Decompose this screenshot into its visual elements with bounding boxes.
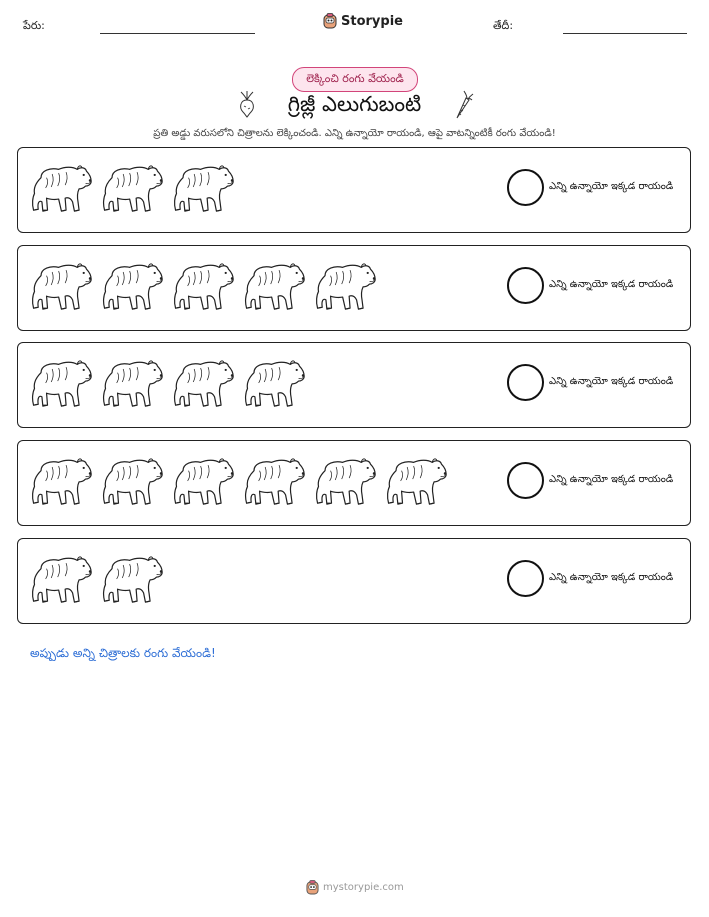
grizzly-bear-icon[interactable] [99,353,164,411]
instructions: ప్రతి అడ్డు వరుసలోని చిత్రాలను లెక్కించండి. ఎన్ని ఉన్నాయో రాయండి, ఆపై వాటన్నింటికీ రంగు వేయండి! [153,128,556,139]
grizzly-bear-icon[interactable] [170,353,235,411]
count-row [17,245,691,331]
grizzly-bear-icon[interactable] [241,353,306,411]
brand-logo [323,13,403,29]
answer-label: ఎన్ని ఉన్నాయో ఇక్కడ రాయండి [549,279,674,290]
grizzly-bear-icon[interactable] [28,451,93,509]
brand-name: Storypie [341,13,403,29]
carrot-icon [452,90,474,120]
bear-group [28,353,306,411]
grizzly-bear-icon[interactable] [28,353,93,411]
worksheet-badge: లెక్కించి రంగు వేయండి [292,67,418,92]
answer-circle[interactable] [507,560,544,597]
grizzly-bear-icon[interactable] [241,256,306,314]
answer-circle[interactable] [507,364,544,401]
storypie-mascot-icon [306,880,319,895]
storypie-mascot-icon [323,13,337,29]
bear-group [28,451,448,509]
count-row [17,440,691,526]
grizzly-bear-icon[interactable] [99,451,164,509]
name-line [100,33,255,34]
site-footer [306,880,404,895]
answer-label: ఎన్ని ఉన్నాయో ఇక్కడ రాయండి [549,181,674,192]
answer-circle[interactable] [507,169,544,206]
page-title: గ్రిజ్లీ ఎలుగుబంటి [287,92,422,116]
name-label: పేరు: [23,19,45,32]
bear-group [28,549,164,607]
grizzly-bear-icon[interactable] [312,451,377,509]
grizzly-bear-icon[interactable] [241,451,306,509]
date-line [563,33,687,34]
count-row [17,342,691,428]
grizzly-bear-icon[interactable] [28,158,93,216]
site-url: mystorypie.com [323,882,404,893]
grizzly-bear-icon[interactable] [383,451,448,509]
grizzly-bear-icon[interactable] [170,451,235,509]
grizzly-bear-icon[interactable] [170,256,235,314]
answer-circle[interactable] [507,267,544,304]
bear-group [28,158,235,216]
grizzly-bear-icon[interactable] [170,158,235,216]
answer-label: ఎన్ని ఉన్నాయో ఇక్కడ రాయండి [549,572,674,583]
answer-label: ఎన్ని ఉన్నాయో ఇక్కడ రాయండి [549,376,674,387]
grizzly-bear-icon[interactable] [99,256,164,314]
bear-group [28,256,377,314]
footer-note: అప్పుడు అన్ని చిత్రాలకు రంగు వేయండి! [30,646,216,660]
grizzly-bear-icon[interactable] [28,256,93,314]
grizzly-bear-icon[interactable] [312,256,377,314]
date-label: తేదీ: [493,19,514,32]
count-row [17,147,691,233]
grizzly-bear-icon[interactable] [28,549,93,607]
answer-label: ఎన్ని ఉన్నాయో ఇక్కడ రాయండి [549,474,674,485]
grizzly-bear-icon[interactable] [99,158,164,216]
count-row [17,538,691,624]
grizzly-bear-icon[interactable] [99,549,164,607]
answer-circle[interactable] [507,462,544,499]
